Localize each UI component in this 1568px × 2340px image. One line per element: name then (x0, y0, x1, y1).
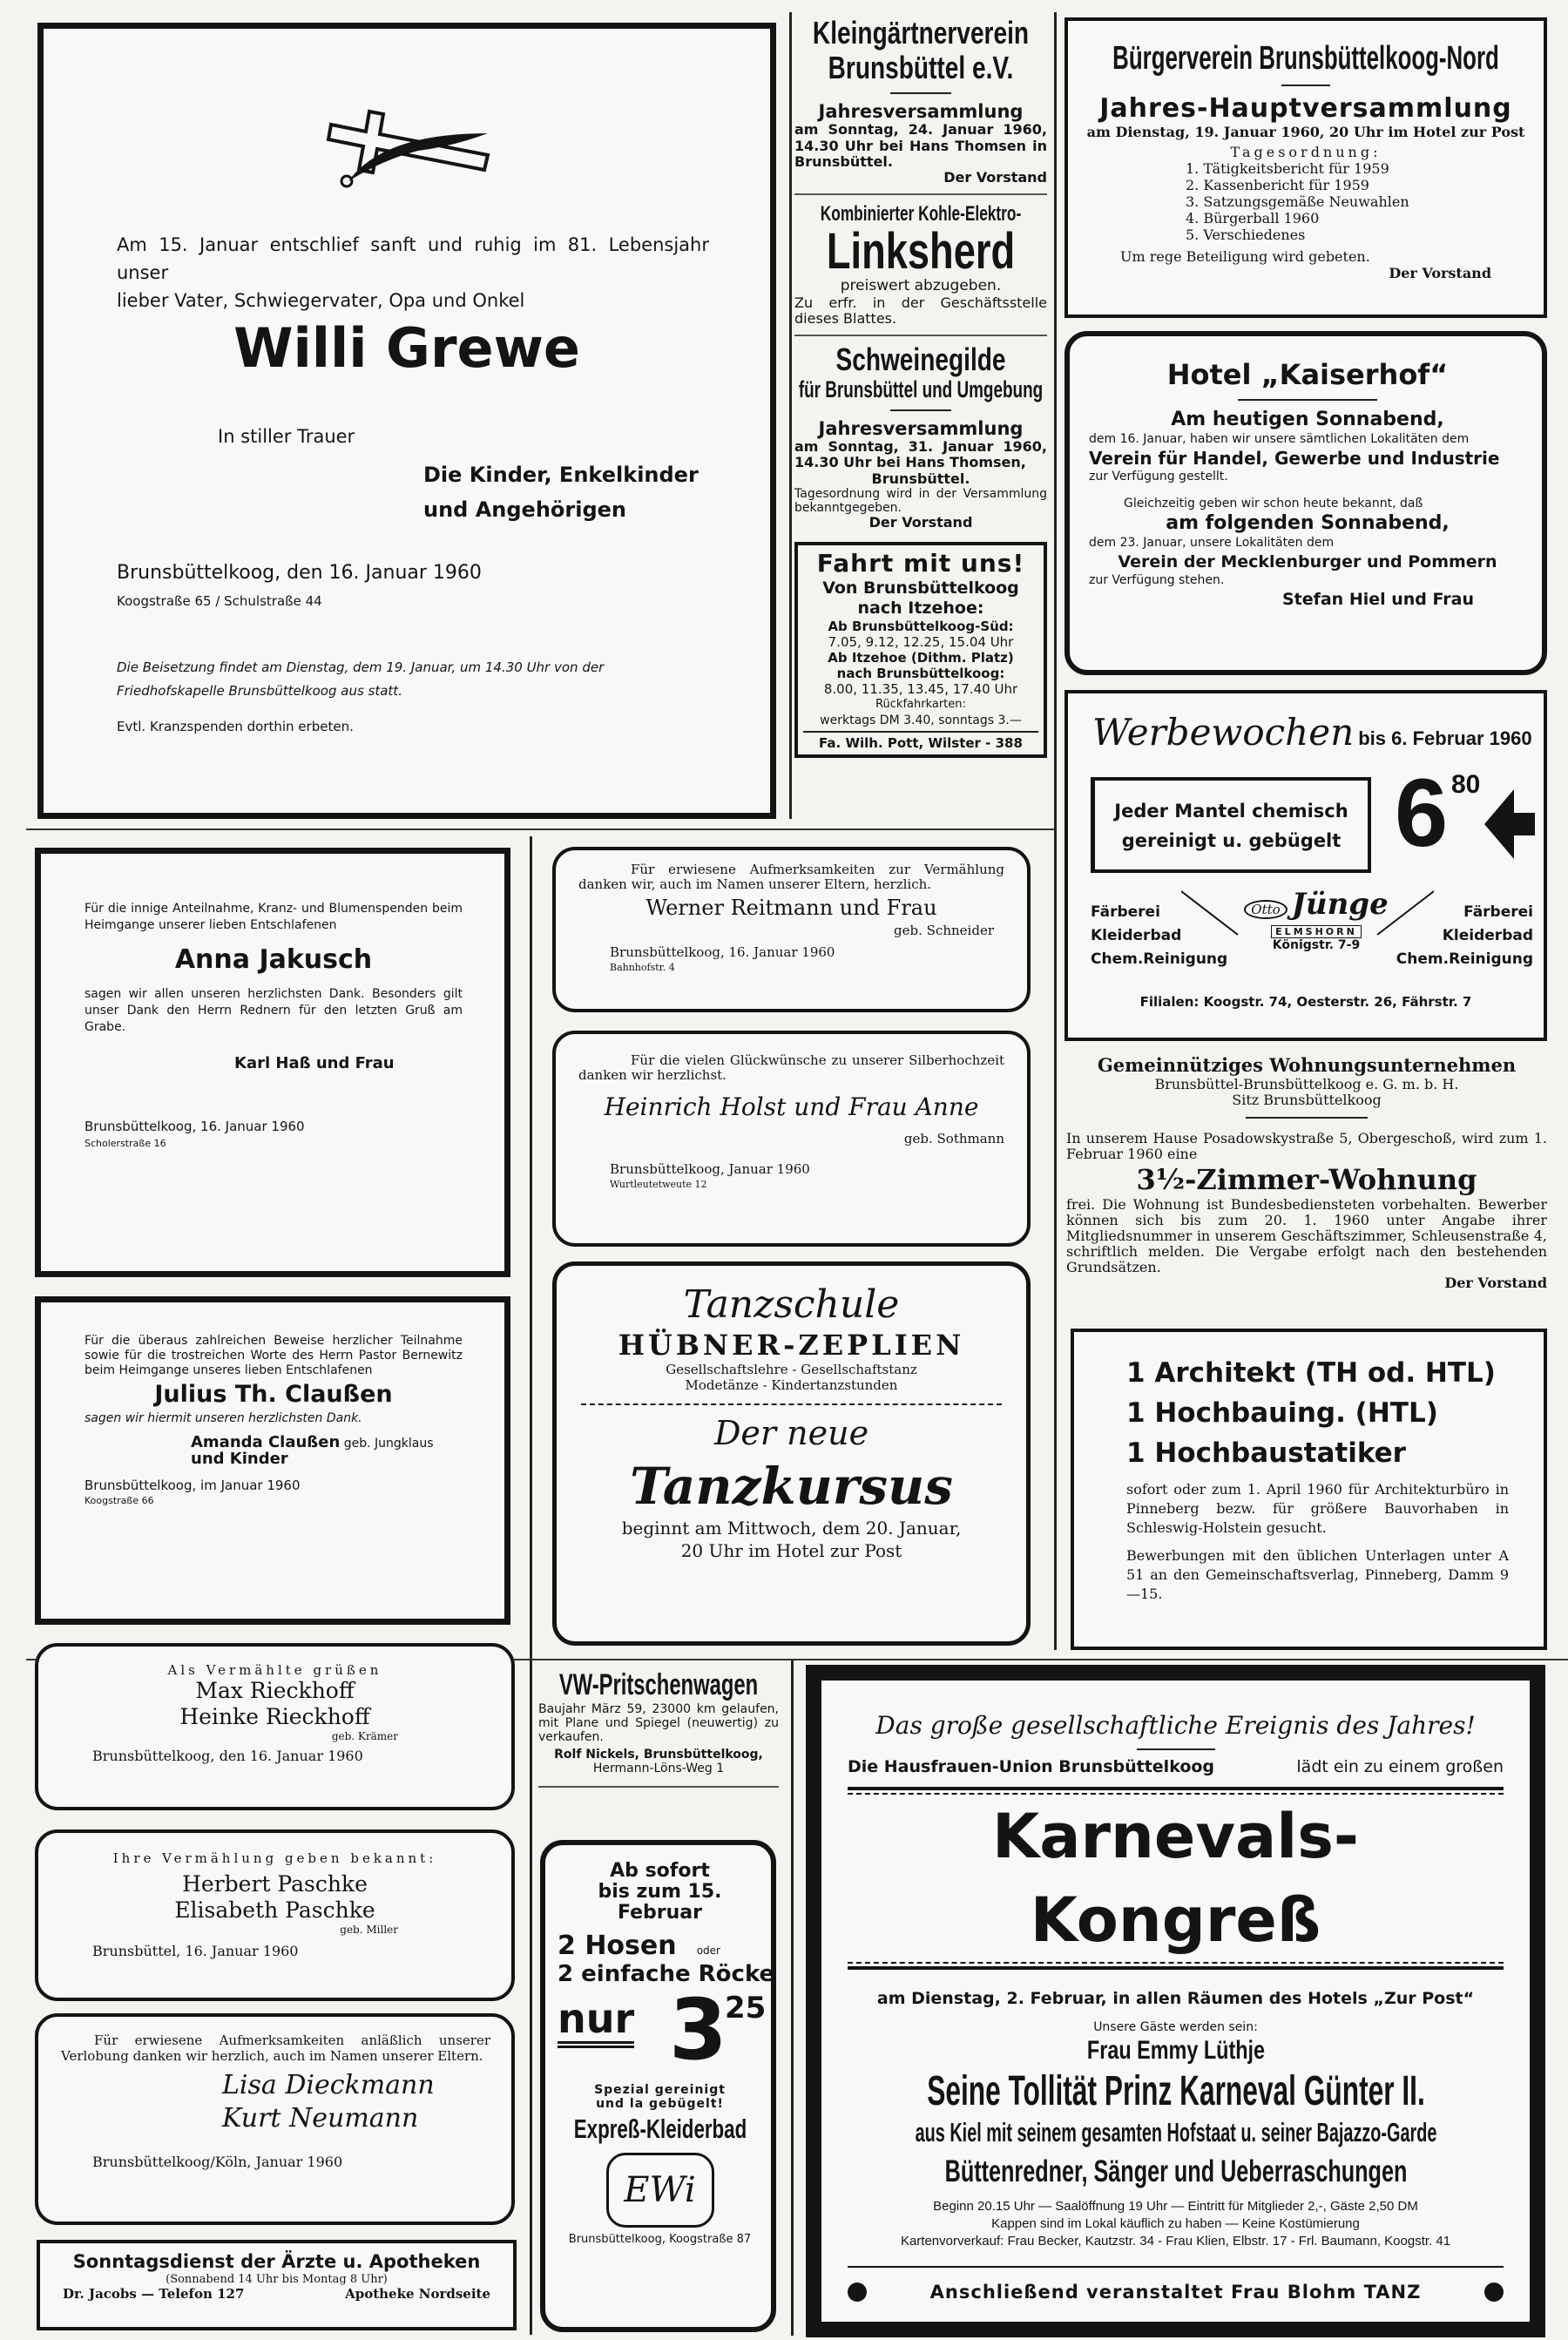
family-line: Die Kinder, Enkelkinder (423, 463, 699, 487)
ad-verlobung (35, 2013, 515, 2225)
ad-line: preiswert abzugeben. (840, 277, 1002, 295)
couple-name: Elisabeth Paschke (174, 1897, 375, 1923)
ad-text: zur Verfügung stehen. (1089, 573, 1225, 587)
price-main: 3 (669, 1981, 727, 2079)
bullet-icon (848, 2283, 867, 2302)
event-title: Karnevals-Kongreß (992, 1801, 1359, 1956)
price-cents: 80 (1451, 770, 1481, 799)
course-title: Tanzkursus (630, 1457, 953, 1516)
date: Brunsbüttelkoog, den 16. Januar 1960 (92, 1748, 363, 1764)
deceased-name: Julius Th. Claußen (154, 1381, 393, 1408)
cross-palm-icon (314, 98, 505, 194)
contact: Rolf Nickels, Brunsbüttelkoog, (554, 1748, 763, 1762)
column-rule (530, 836, 532, 2335)
times: 8.00, 11.35, 13.45, 17.40 Uhr (823, 680, 1018, 697)
family (423, 457, 699, 527)
course-place: 20 Uhr im Hotel zur Post (680, 1540, 902, 1561)
couple-name: Lisa Dieckmann (222, 2070, 435, 2100)
times: 7.05, 9.12, 12.25, 15.04 Uhr (828, 633, 1014, 650)
request: Um rege Beteiligung wird gebeten. (1120, 248, 1370, 265)
departure: Ab Brunsbüttelkoog-Süd: (828, 618, 1014, 634)
maiden-name: geb. Miller (340, 1924, 398, 1936)
ad-kleiderbad (540, 1840, 776, 2332)
ad-text: Als Vermählte grüßen (167, 1662, 382, 1678)
price-main: 6 (1395, 760, 1449, 867)
ad-text: Spezial gereinigt (594, 2083, 726, 2097)
address: Koogstraße 66 (84, 1495, 154, 1506)
ad-holst (552, 1031, 1031, 1247)
ad-buergerverein (1064, 17, 1547, 318)
ad-title: Brunsbüttel e.V. (828, 50, 1014, 85)
column-rule (1054, 12, 1057, 1650)
footer-row (848, 2282, 1504, 2303)
date: Brunsbüttelkoog/Köln, Januar 1960 (92, 2154, 343, 2170)
offer-line (558, 1931, 762, 1961)
ad-hotel-kaiserhof (1064, 331, 1547, 675)
school-name: HÜBNER-ZEPLIEN (618, 1329, 965, 1362)
funeral-line: Die Beisetzung findet am Dienstag, dem 19. Januar, um 14.30 Uhr von der (117, 659, 605, 675)
ad-title: Sonntagsdienst der Ärzte u. Apotheken (72, 2251, 481, 2272)
ad-sign: und Kinder (191, 1450, 288, 1468)
funeral-info (117, 656, 709, 739)
offer-line: gereinigt u. gebügelt (1121, 830, 1342, 851)
ad-title: Hotel „Kaiserhof“ (1166, 358, 1449, 391)
couple-name: Heinrich Holst und Frau Anne (604, 1092, 979, 1121)
school-title: Tanzschule (683, 1282, 900, 1327)
ad-text: und la gebügelt! (596, 2097, 724, 2111)
ad-text: Ab sofort (610, 1860, 710, 1882)
date: Brunsbüttelkoog, 16. Januar 1960 (610, 944, 835, 960)
ad-sign: Karl Haß und Frau (234, 1054, 395, 1072)
return-label: Rückfahrkarten: (875, 697, 966, 711)
ad-sonntagsdienst (37, 2240, 517, 2330)
agenda-item: 5. Verschiedenes (1186, 227, 1306, 243)
ad-kleingarten (794, 16, 1047, 186)
ad-title: VW-Pritschenwagen (558, 1668, 759, 1701)
ad-text: Für erwiesene Aufmerksamkeiten zur Vermählung danken wir, auch im Namen unserer Eltern, herzlich. (578, 862, 1004, 892)
ad-text: Für die überaus zahlreichen Beweise herzlicher Teilnahme sowie für die trostreichen Worte des Herrn Pastor Bernewitz beim Heimgange unseres lieben Entschlafenen (84, 1334, 463, 1377)
ad-heading: Jahres-Hauptversammlung (1099, 93, 1512, 124)
ad-rieckhoff (35, 1643, 515, 1810)
job-title: 1 Architekt (TH od. HTL) (1126, 1357, 1496, 1389)
ad-text: Gesellschaftslehre - Gesellschaftstanz (666, 1362, 917, 1377)
departure: Ab Itzehoe (Dithm. Platz) (828, 649, 1014, 666)
ad-text: Gleichzeitig geben wir schon heute bekannt, daß (1124, 497, 1423, 511)
service-hours: (Sonnabend 14 Uhr bis Montag 8 Uhr) (166, 2273, 388, 2286)
ad-claussen (35, 1296, 510, 1625)
ad-title: Werbewochen (1092, 711, 1355, 754)
ad-paschke (35, 1829, 515, 2001)
ad-tanzschule (552, 1261, 1031, 1646)
ad-title: Gemeinnütziges Wohnungsunternehmen (1097, 1054, 1517, 1076)
maiden-name: geb. Krämer (331, 1730, 398, 1742)
address: Brunsbüttelkoog, Koogstraße 87 (568, 2233, 752, 2246)
ad-text: Bewerbungen mit den üblichen Unterlagen unter A 51 an den Gemeinschaftsverlag, Pinneberg, Damm 9—15. (1126, 1547, 1509, 1602)
host: Die Hausfrauen-Union Brunsbüttelkoog (848, 1757, 1215, 1776)
ad-title: Fahrt mit uns! (816, 548, 1025, 578)
ewi-logo: EWi (606, 2153, 714, 2228)
ad-until: bis 6. Februar 1960 (1358, 727, 1532, 749)
ad-text: sagen wir allen unseren herzlichsten Dank. Besonders gilt unser Dank den Herrn Rednern für den letzten Gruß am Grabe. (84, 987, 463, 1034)
ad-schweinegilde (794, 343, 1047, 531)
logo-name: Jünge (1291, 887, 1389, 922)
departure: nach Brunsbüttelkoog: (836, 665, 1005, 681)
course-time: beginnt am Mittwoch, dem 20. Januar, (621, 1518, 962, 1539)
address: Bahnhofstr. 4 (610, 962, 675, 973)
ad-text: sagen wir hiermit unseren herzlichsten Dank. (84, 1411, 362, 1425)
ad-karneval (806, 1665, 1545, 2337)
price-cents: 25 (725, 1991, 767, 2026)
service: Kleiderbad (1442, 927, 1533, 944)
ad-sign: Der Vorstand (943, 169, 1047, 186)
agenda-label: Tagesordnung: (1230, 144, 1382, 160)
offer-box (1091, 777, 1371, 873)
ad-body: am Sonntag, 24. Januar 1960, 14.30 Uhr bei Hans Thomsen in Brunsbüttel. (794, 121, 1047, 170)
ad-title: Kleingärtnerverein (812, 15, 1030, 51)
ad-text: zur Verfügung gestellt. (1089, 470, 1228, 484)
event-info: Beginn 20.15 Uhr — Saalöffnung 19 Uhr — Eintritt für Mitglieder 2,-, Gäste 2,50 DM (933, 2199, 1418, 2214)
ad-text: dem 23. Januar, unsere Lokalitäten dem (1089, 536, 1335, 550)
agenda-item: 2. Kassenbericht für 1959 (1186, 177, 1369, 193)
otto-junge-logo (1233, 887, 1399, 952)
service: Färberei (1463, 903, 1533, 921)
ad-architekt (1071, 1329, 1547, 1650)
ad-heading: Verein der Mecklenburger und Pommern (1118, 552, 1497, 571)
ad-fahrt (794, 542, 1047, 758)
column-rule (791, 1660, 794, 2336)
contact: Hermann-Löns-Weg 1 (592, 1762, 725, 1775)
service: Chem.Reinigung (1091, 950, 1228, 968)
ad-text: sofort oder zum 1. April 1960 für Architekturbüro in Pinneberg bezw. für größere Bauvorhaben in Schleswig-Holstein gesucht. (1126, 1481, 1509, 1536)
ad-title: Schweinegilde (835, 341, 1006, 377)
company: Fa. Wilh. Pott, Wilster - 388 (819, 734, 1023, 751)
meeting-time: am Dienstag, 19. Januar 1960, 20 Uhr im Hotel zur Post (1086, 124, 1525, 140)
tagline: Das große gesellschaftliche Ereignis des Jahres! (875, 1711, 1476, 1740)
service: Kleiderbad (1091, 927, 1182, 944)
ad-subtitle: für Brunsbüttel und Umgebung (798, 375, 1044, 402)
address: Wurtleutetweute 12 (610, 1179, 707, 1190)
agenda-item: 4. Bürgerball 1960 (1186, 210, 1320, 227)
ad-title: Linksherd (826, 223, 1016, 281)
ad-vw (538, 1667, 779, 1795)
offer-line: Jeder Mantel chemisch (1114, 801, 1348, 822)
bullet-icon (1484, 2283, 1504, 2302)
ad-title: Bürgerverein Brunsbüttelkoog-Nord (1112, 40, 1499, 77)
price-area (558, 1981, 767, 2083)
family-line: und Angehörigen (423, 497, 627, 522)
invite: lädt ein zu einem großen (1296, 1757, 1504, 1776)
event-info: Kartenvorverkauf: Frau Becker, Kautzstr. 34 - Frau Klien, Elbstr. 17 - Frl. Baumann, Koogstr. 41 (900, 2234, 1451, 2249)
ad-linksherd (794, 202, 1047, 328)
maiden-name: geb. Schneider (894, 923, 994, 938)
ad-sign: Der Vorstand (1389, 265, 1491, 281)
ad-line: Zu erfr. in der Geschäftsstelle dieses Blattes. (794, 294, 1047, 328)
ad-text: Für die innige Anteilnahme, Kranz- und Blumenspenden beim Heimgange unserer lieben Entschlafenen (84, 902, 463, 932)
or-text: oder (696, 1944, 720, 1957)
ad-sign: Stefan Hiel und Frau (1281, 590, 1474, 609)
ad-reitmann (552, 847, 1031, 1012)
offer-item: 2 Hosen (558, 1931, 677, 1961)
ad-text: Baujahr März 59, 23000 km gelaufen, mit Plane und Spiegel (neuwertig) zu verkaufen. (538, 1702, 779, 1744)
duty-row (63, 2286, 490, 2302)
extras: Büttenredner, Sänger und Ueberraschungen (944, 2154, 1407, 2188)
funeral-line: Friedhofskapelle Brunsbüttelkoog aus statt. (117, 683, 402, 699)
deceased-name: Anna Jakusch (174, 944, 373, 975)
guest: Seine Tollität Prinz Karneval Günter II. (926, 2068, 1425, 2114)
job-title: 1 Hochbaustatiker (1126, 1437, 1406, 1469)
ad-body: am Sonntag, 31. Januar 1960, 14.30 Uhr bei Hans Thomsen, (794, 437, 1047, 471)
agenda-item: 1. Tätigkeitsbericht für 1959 (1186, 160, 1389, 177)
branches: Filialen: Koogstr. 74, Oesterstr. 26, Fährstr. 7 (1139, 994, 1472, 1010)
ad-subtitle: Brunsbüttel-Brunsbüttelkoog e. G. m. b. H. (1154, 1076, 1459, 1092)
offer-item: 2 einfache Röcke (558, 1961, 775, 1987)
intro-line: Am 15. Januar entschlief sanft und ruhig im 81. Lebensjahr unser (117, 234, 709, 283)
ad-text: frei. Die Wohnung ist Bundesbediensteten vorbehalten. Bewerber können sich bis zum 20. 1. 1960 unter Angabe ihrer Mitgliedsnummer in unserem Geschäftszimmer, Schleusenstraße 4, schriftlich melden. Die Vergabe erfolgt nach den bestehenden Grundsätzen. (1066, 1196, 1547, 1275)
ad-wohnung (1066, 1054, 1547, 1291)
ad-heading: Verein für Handel, Gewerbe und Industrie (1089, 448, 1500, 469)
service: Färberei (1091, 903, 1160, 921)
ad-subtitle: Sitz Brunsbüttelkoog (1232, 1092, 1382, 1108)
job-title: 1 Hochbauing. (HTL) (1126, 1397, 1438, 1429)
pharmacy-on-duty: Apotheke Nordseite (345, 2286, 490, 2302)
ad-text: bis zum 15. Februar (598, 1881, 722, 1924)
ad-werbewochen (1064, 690, 1547, 1041)
date: Brunsbüttelkoog, im Januar 1960 (84, 1478, 301, 1493)
shop-name: Expreß-Kleiderbad (573, 2113, 747, 2144)
classifieds-column (794, 16, 1047, 758)
couple-name: Werner Reitmann und Frau (645, 896, 937, 920)
ad-sign: Der Vorstand (1444, 1275, 1547, 1291)
ad-line: Kombinierter Kohle-Elektro- (820, 201, 1022, 226)
ad-heading: 3½-Zimmer-Wohnung (1136, 1163, 1477, 1196)
agenda-item: 3. Satzungsgemäße Neuwahlen (1186, 193, 1409, 210)
event-info-block (848, 2198, 1504, 2250)
ad-header (1092, 711, 1532, 754)
mourning-text: In stiller Trauer (218, 426, 355, 447)
logo-city: ELMSHORN (1271, 925, 1362, 938)
ad-heading: Jahresversammlung (818, 101, 1024, 122)
route: Von Brunsbüttelkoog (822, 578, 1019, 598)
ad-sign: Der Vorstand (868, 514, 973, 531)
arrow-left-icon (1484, 785, 1537, 863)
nur-label: nur (558, 1996, 634, 2048)
deceased-name: Willi Grewe (233, 316, 580, 380)
ad-text: dem 16. Januar, haben wir unsere sämtlichen Lokalitäten dem (1089, 432, 1470, 446)
guest-detail: aus Kiel mit seinem gesamten Hofstaat u. seiner Bajazzo-Garde (915, 2117, 1436, 2147)
guest: Frau Emmy Lüthje (1086, 2036, 1265, 2065)
couple-name: Max Rieckhoff (195, 1678, 355, 1703)
ad-text: In unserem Hause Posadowskystraße 5, Obergeschoß, wird zum 1. Februar 1960 eine (1066, 1130, 1547, 1162)
obituary-grewe (37, 23, 776, 819)
course-heading: Der neue (713, 1414, 869, 1452)
ad-sign: Amanda Claußen (191, 1433, 341, 1451)
date: Brunsbüttelkoog, den 16. Januar 1960 (117, 562, 482, 584)
route: nach Itzehoe: (857, 598, 984, 618)
service: Chem.Reinigung (1396, 950, 1533, 968)
ad-body: Tagesordnung wird in der Versammlung bekanntgegeben. (794, 486, 1047, 516)
address: Koogstraße 65 / Schulstraße 44 (117, 593, 322, 609)
date: Brunsbüttelkoog, Januar 1960 (610, 1161, 810, 1177)
guests-label: Unsere Gäste werden sein: (1093, 2020, 1258, 2034)
maiden-name: geb. Jungklaus (343, 1437, 434, 1451)
maiden-name: geb. Sothmann (903, 1131, 1004, 1146)
event-time: am Dienstag, 2. Februar, in allen Räumen des Hotels „Zur Post“ (876, 1989, 1475, 2008)
column-rule (789, 12, 792, 819)
couple-name: Heinke Rieckhoff (179, 1704, 370, 1729)
ad-heading: am folgenden Sonnabend, (1166, 512, 1450, 534)
footer-note: Anschließend veranstaltet Frau Blohm TANZ (929, 2282, 1422, 2303)
logo-street: Königstr. 7-9 (1272, 938, 1361, 952)
address: Scholerstraße 16 (84, 1138, 166, 1149)
ad-text: Ihre Vermählung geben bekannt: (112, 1850, 437, 1866)
date: Brunsbüttel, 16. Januar 1960 (92, 1943, 299, 1959)
ad-text: Für erwiesene Aufmerksamkeiten anläßlich unserer Verlobung danken wir herzlich, auch im Namen unserer Eltern. (61, 2032, 490, 2064)
ad-heading: Jahresversammlung (818, 417, 1024, 439)
date: Brunsbüttelkoog, 16. Januar 1960 (84, 1119, 305, 1134)
event-info: Kappen sind im Lokal käuflich zu haben — Keine Kostümierung (991, 2216, 1360, 2231)
couple-name: Kurt Neumann (222, 2103, 419, 2134)
host-line (848, 1757, 1504, 1776)
ad-body: Brunsbüttel. (871, 470, 970, 487)
doctor-on-duty: Dr. Jacobs — Telefon 127 (63, 2286, 245, 2302)
couple-name: Herbert Paschke (182, 1871, 368, 1897)
row-rule (26, 828, 1054, 830)
prices: werktags DM 3.40, sonntags 3.— (820, 713, 1022, 727)
agenda-list (1186, 160, 1544, 243)
wreaths-note: Evtl. Kranzspenden dorthin erbeten. (117, 719, 354, 734)
ad-text: Modetänze - Kindertanzstunden (685, 1377, 898, 1393)
intro (117, 231, 709, 314)
ad-heading: Am heutigen Sonnabend, (1171, 409, 1444, 430)
ad-jakusch (35, 848, 510, 1277)
ad-text: Für die vielen Glückwünsche zu unserer Silberhochzeit danken wir herzlichst. (578, 1052, 1004, 1083)
logo-first: Otto (1244, 900, 1287, 919)
intro-line: lieber Vater, Schwiegervater, Opa und Onkel (117, 290, 525, 311)
